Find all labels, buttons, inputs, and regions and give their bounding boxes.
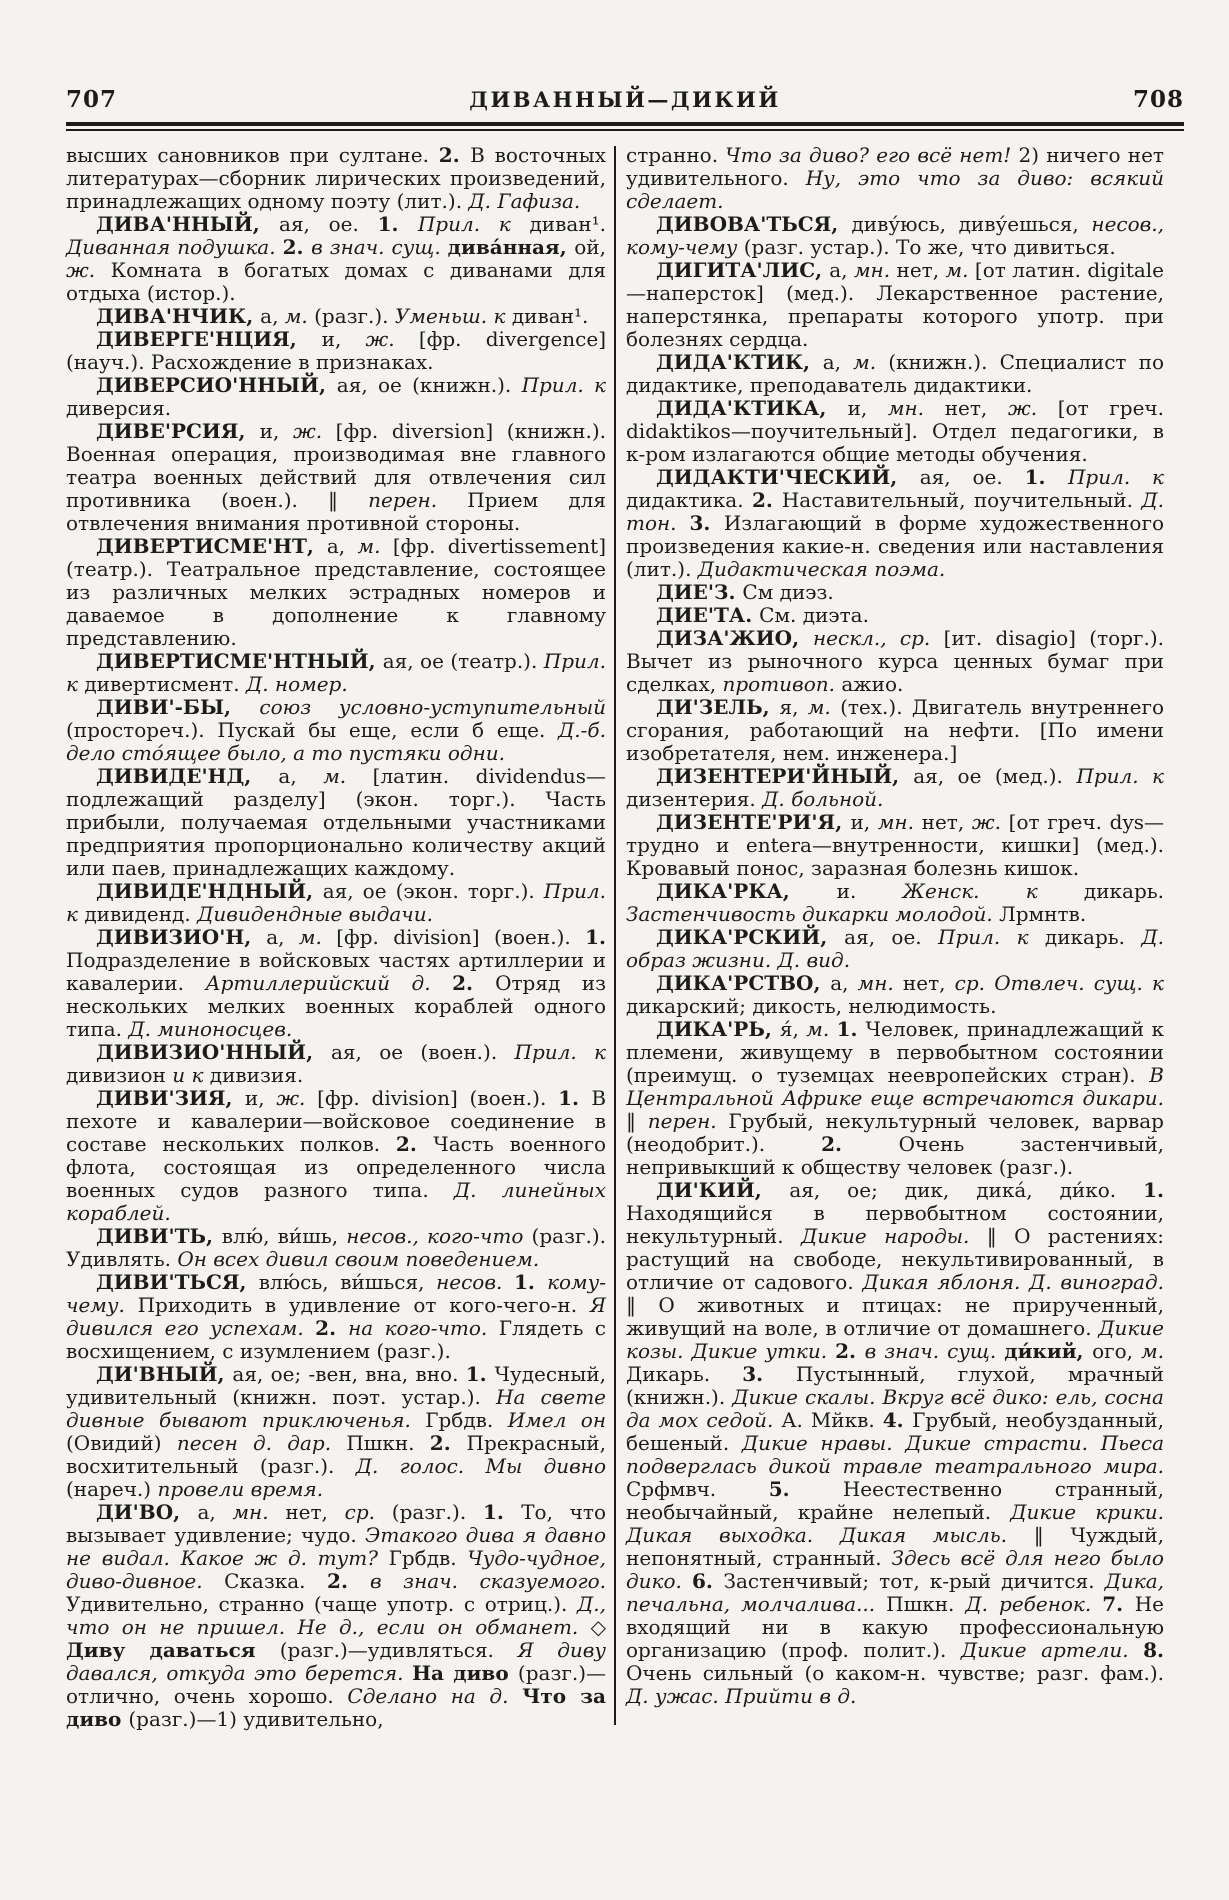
dictionary-entry: ДИВА'НЧИК, а, м. (разг.). Уменьш. к диван¹. <box>96 304 589 328</box>
dictionary-entry: ДИ'ВО, а, мн. нет, ср. (разг.). 1. То, что вызывает удивление; чудо. Этакого дива я давно не видал. Какое ж д. тут? Грбдв. Чудо-чудное, диво-дивное. Сказка. 2. в знач. сказуемого. Удивительно, странно (чаще употр. с отриц.). Д., что он не пришел. Не д., если он обманет. ◇ Диву даваться (разг.)—удивляться. Я диву давался, откуда это берется. На диво (разг.)—отлично, очень хорошо. Сделано на д. Что за диво (разг.)—1) удивительно, <box>66 1500 606 1731</box>
dictionary-entry: ДИВЕРТИСМЕ'НТ, а, м. [фр. divertissement] (театр.). Театральное представление, состоящее из различных мелких эстрадных номеров и даваемое в дополнение к главному представлению. <box>66 534 607 650</box>
header-double-rule <box>66 122 1184 131</box>
dictionary-entry: ДИВИЗИО'ННЫЙ, ая, ое (воен.). Прил. к дивизион и к дивизия. <box>66 1040 606 1087</box>
dictionary-entry: ДИЕ'ТА. См. диэта. <box>656 603 869 627</box>
page-number-right: 708 <box>1132 86 1184 113</box>
dictionary-entry: ДИВИЗИО'Н, а, м. [фр. division] (воен.). 1. Подразделение в войсковых частях артиллерии и кавалерии. Артиллерийский д. 2. Отряд из нескольких мелких военных кораблей одного типа. Д. миноносцев. <box>66 925 607 1041</box>
dictionary-entry: ДИКА'РСКИЙ, ая, ое. Прил. к дикарь. Д. образ жизни. Д. вид. <box>626 925 1164 972</box>
dictionary-entry: ДИ'ВНЫЙ, ая, ое; -вен, вна, вно. 1. Чудесный, удивительный (книжн. поэт. устар.). На свете дивные бывают приключенья. Грбдв. Имел он (Овидий) песен д. дар. Пшкн. 2. Прекрасный, восхитительный (разг.). Д. голос. Мы дивно (нареч.) провели время. <box>66 1362 607 1501</box>
entry-continuation: странно. Что за диво? его всё нет! 2) ничего нет удивительного. Ну, это что за диво: всякий сделает. <box>626 143 1164 213</box>
running-head-title: ДИВАННЫЙ—ДИКИЙ <box>469 87 781 112</box>
dictionary-entry: ДИВЕРГЕ'НЦИЯ, и, ж. [фр. divergence] (науч.). Расхождение в признаках. <box>66 327 607 374</box>
dictionary-entry: ДИЗЕНТЕРИ'ЙНЫЙ, ая, ое (мед.). Прил. к дизентерия. Д. больной. <box>626 764 1164 811</box>
text-columns <box>66 144 1184 1731</box>
dictionary-entry: ДИВИ'-БЫ, союз условно-уступительный (простореч.). Пускай бы еще, если б еще. Д.-б. дело сто́ящее было, а то пустяки одни. <box>66 695 606 765</box>
dictionary-entry: ДИВИ'ЗИЯ, и, ж. [фр. division] (воен.). 1. В пехоте и кавалерии—войсковое соединение в составе нескольких полков. 2. Часть военного флота, состоящая из определенного числа военных судов разного типа. Д. линейных кораблей. <box>66 1086 607 1225</box>
dictionary-entry: ДИВИДЕ'НД, а, м. [латин. dividendus—подлежащий разделу] (экон. торг.). Часть прибыли, получаемая отдельными участниками предприятия пропорционально количеству акций или паев, принадлежащих каждому. <box>66 764 607 880</box>
column-right <box>626 144 1164 1731</box>
dictionary-entry: ДИЕ'З. См диэз. <box>656 580 834 604</box>
dictionary-entry: ДИКА'РСТВО, а, мн. нет, ср. Отвлеч. сущ. к дикарский; дикость, нелюдимость. <box>626 971 1164 1018</box>
dictionary-entry: ДИВОВА'ТЬСЯ, диву́юсь, диву́ешься, несов., кому-чему (разг. устар.). То же, что дивиться. <box>626 212 1164 259</box>
dictionary-entry: ДИДАКТИ'ЧЕСКИЙ, ая, ое. 1. Прил. к дидактика. 2. Наставительный, поучительный. Д. тон. 3. Излагающий в форме художественного произведения какие-н. сведения или наставления (лит.). Дидактическая поэма. <box>626 465 1164 581</box>
dictionary-entry: ДИ'ЗЕЛЬ, я, м. (тех.). Двигатель внутреннего сгорания, работающий на нефти. [По имени изобретателя, нем. инженера.] <box>626 695 1164 765</box>
dictionary-entry: ДИЗА'ЖИО, нескл., ср. [ит. disagio] (торг.). Вычет из рыночного курса ценных бумаг при сделках, противоп. ажио. <box>626 626 1165 696</box>
entry-continuation: высших сановников при султане. 2. В восточных литературах—сборник лирических произведений, принадлежащих одному поэту (лит.). Д. Гафиза. <box>66 143 606 213</box>
dictionary-entry: ДИВИДЕ'НДНЫЙ, ая, ое (экон. торг.). Прил. к дивиденд. Дивидендные выдачи. <box>66 879 607 926</box>
dictionary-entry: ДИВЕРТИСМЕ'НТНЫЙ, ая, ое (театр.). Прил. к дивертисмент. Д. номер. <box>66 649 606 696</box>
column-left <box>66 144 606 1731</box>
page-number-left: 707 <box>66 86 118 113</box>
dictionary-entry: ДИВЕРСИО'ННЫЙ, ая, ое (книжн.). Прил. к диверсия. <box>66 373 606 420</box>
dictionary-entry: ДИ'КИЙ, ая, ое; дик, дика́, ди́ко. 1. Находящийся в первобытном состоянии, некультурный. Дикие народы. ‖ О растениях: растущий на свободе, некультивированный, в отличие от садового. Дикая яблоня. Д. виноград. ‖ О животных и птицах: не прирученный, живущий на воле, в отличие от домашнего. Дикие козы. Дикие утки. 2. в знач. сущ. ди́кий, ого, м. Дикарь. 3. Пустынный, глухой, мрачный (книжн.). Дикие скалы. Вкруг всё дико: ель, сосна да мох седой. А. Мйкв. 4. Грубый, необузданный, бешеный. Дикие нравы. Дикие страсти. Пьеса подверглась дикой травле театрального мира. Срфмвч. 5. Неестественно странный, необычайный, крайне нелепый. Дикие крики. Дикая выходка. Дикая мысль. ‖ Чуждый, непонятный, странный. Здесь всё для него было дико. 6. Застенчивый; тот, к-рый дичится. Дика, печальна, молчалива... Пшкн. Д. ребенок. 7. Не входящий ни в какую профессиональную организацию (проф. полит.). Дикие артели. 8. Очень сильный (о каком-н. чувстве; разг. фам.). Д. ужас. Прийти в д. <box>626 1178 1165 1708</box>
dictionary-entry: ДИВА'ННЫЙ, ая, ое. 1. Прил. к диван¹. Диванная подушка. 2. в знач. сущ. дива́нная, ой, ж. Комната в богатых домах с диванами для отдыха (истор.). <box>66 212 607 305</box>
dictionary-entry: ДИЗЕНТЕ'РИ'Я, и, мн. нет, ж. [от греч. dys—трудно и entera—внутренности, кишки] (мед.). Кровавый понос, заразная болезнь кишок. <box>626 810 1165 880</box>
page-header <box>66 0 1184 113</box>
dictionary-entry: ДИГИТА'ЛИС, а, мн. нет, м. [от латин. digitale—наперсток] (мед.). Лекарственное растение, наперстянка, препараты которого употр. при болезнях сердца. <box>626 258 1165 351</box>
dictionary-entry: ДИВЕ'РСИЯ, и, ж. [фр. diversion] (книжн.). Военная операция, производимая вне главного театра военных действий для отвлечения сил противника (воен.). ‖ перен. Прием для отвлечения внимания противной стороны. <box>66 419 607 535</box>
dictionary-entry: ДИВИ'ТЬСЯ, влю́сь, ви́шься, несов. 1. кому-чему. Приходить в удивление от кого-чего-н. Я дивился его успехам. 2. на кого-что. Глядеть с восхищением, с изумлением (разг.). <box>66 1270 606 1363</box>
dictionary-entry: ДИКА'РЬ, я́, м. 1. Человек, принадлежащий к племени, живущему в первобытном состоянии (преимущ. о туземцах неевропейских стран). В Центральной Африке еще встречаются дикари. ‖ перен. Грубый, некультурный человек, варвар (неодобрит.). 2. Очень застенчивый, непривыкший к обществу человек (разг.). <box>626 1017 1165 1179</box>
dictionary-entry: ДИДА'КТИК, а, м. (книжн.). Специалист по дидактике, преподаватель дидактики. <box>626 350 1164 397</box>
dictionary-entry: ДИВИ'ТЬ, влю́, ви́шь, несов., кого-что (разг.). Удивлять. Он всех дивил своим поведением. <box>66 1224 606 1271</box>
dictionary-entry: ДИДА'КТИКА, и, мн. нет, ж. [от греч. didaktikos—поучительный]. Отдел педагогики, в к-ром излагаются общие методы обучения. <box>626 396 1164 466</box>
dictionary-entry: ДИКА'РКА, и. Женск. к дикарь. Застенчивость дикарки молодой. Лрмнтв. <box>626 879 1165 926</box>
column-divider-rule <box>614 146 616 1725</box>
